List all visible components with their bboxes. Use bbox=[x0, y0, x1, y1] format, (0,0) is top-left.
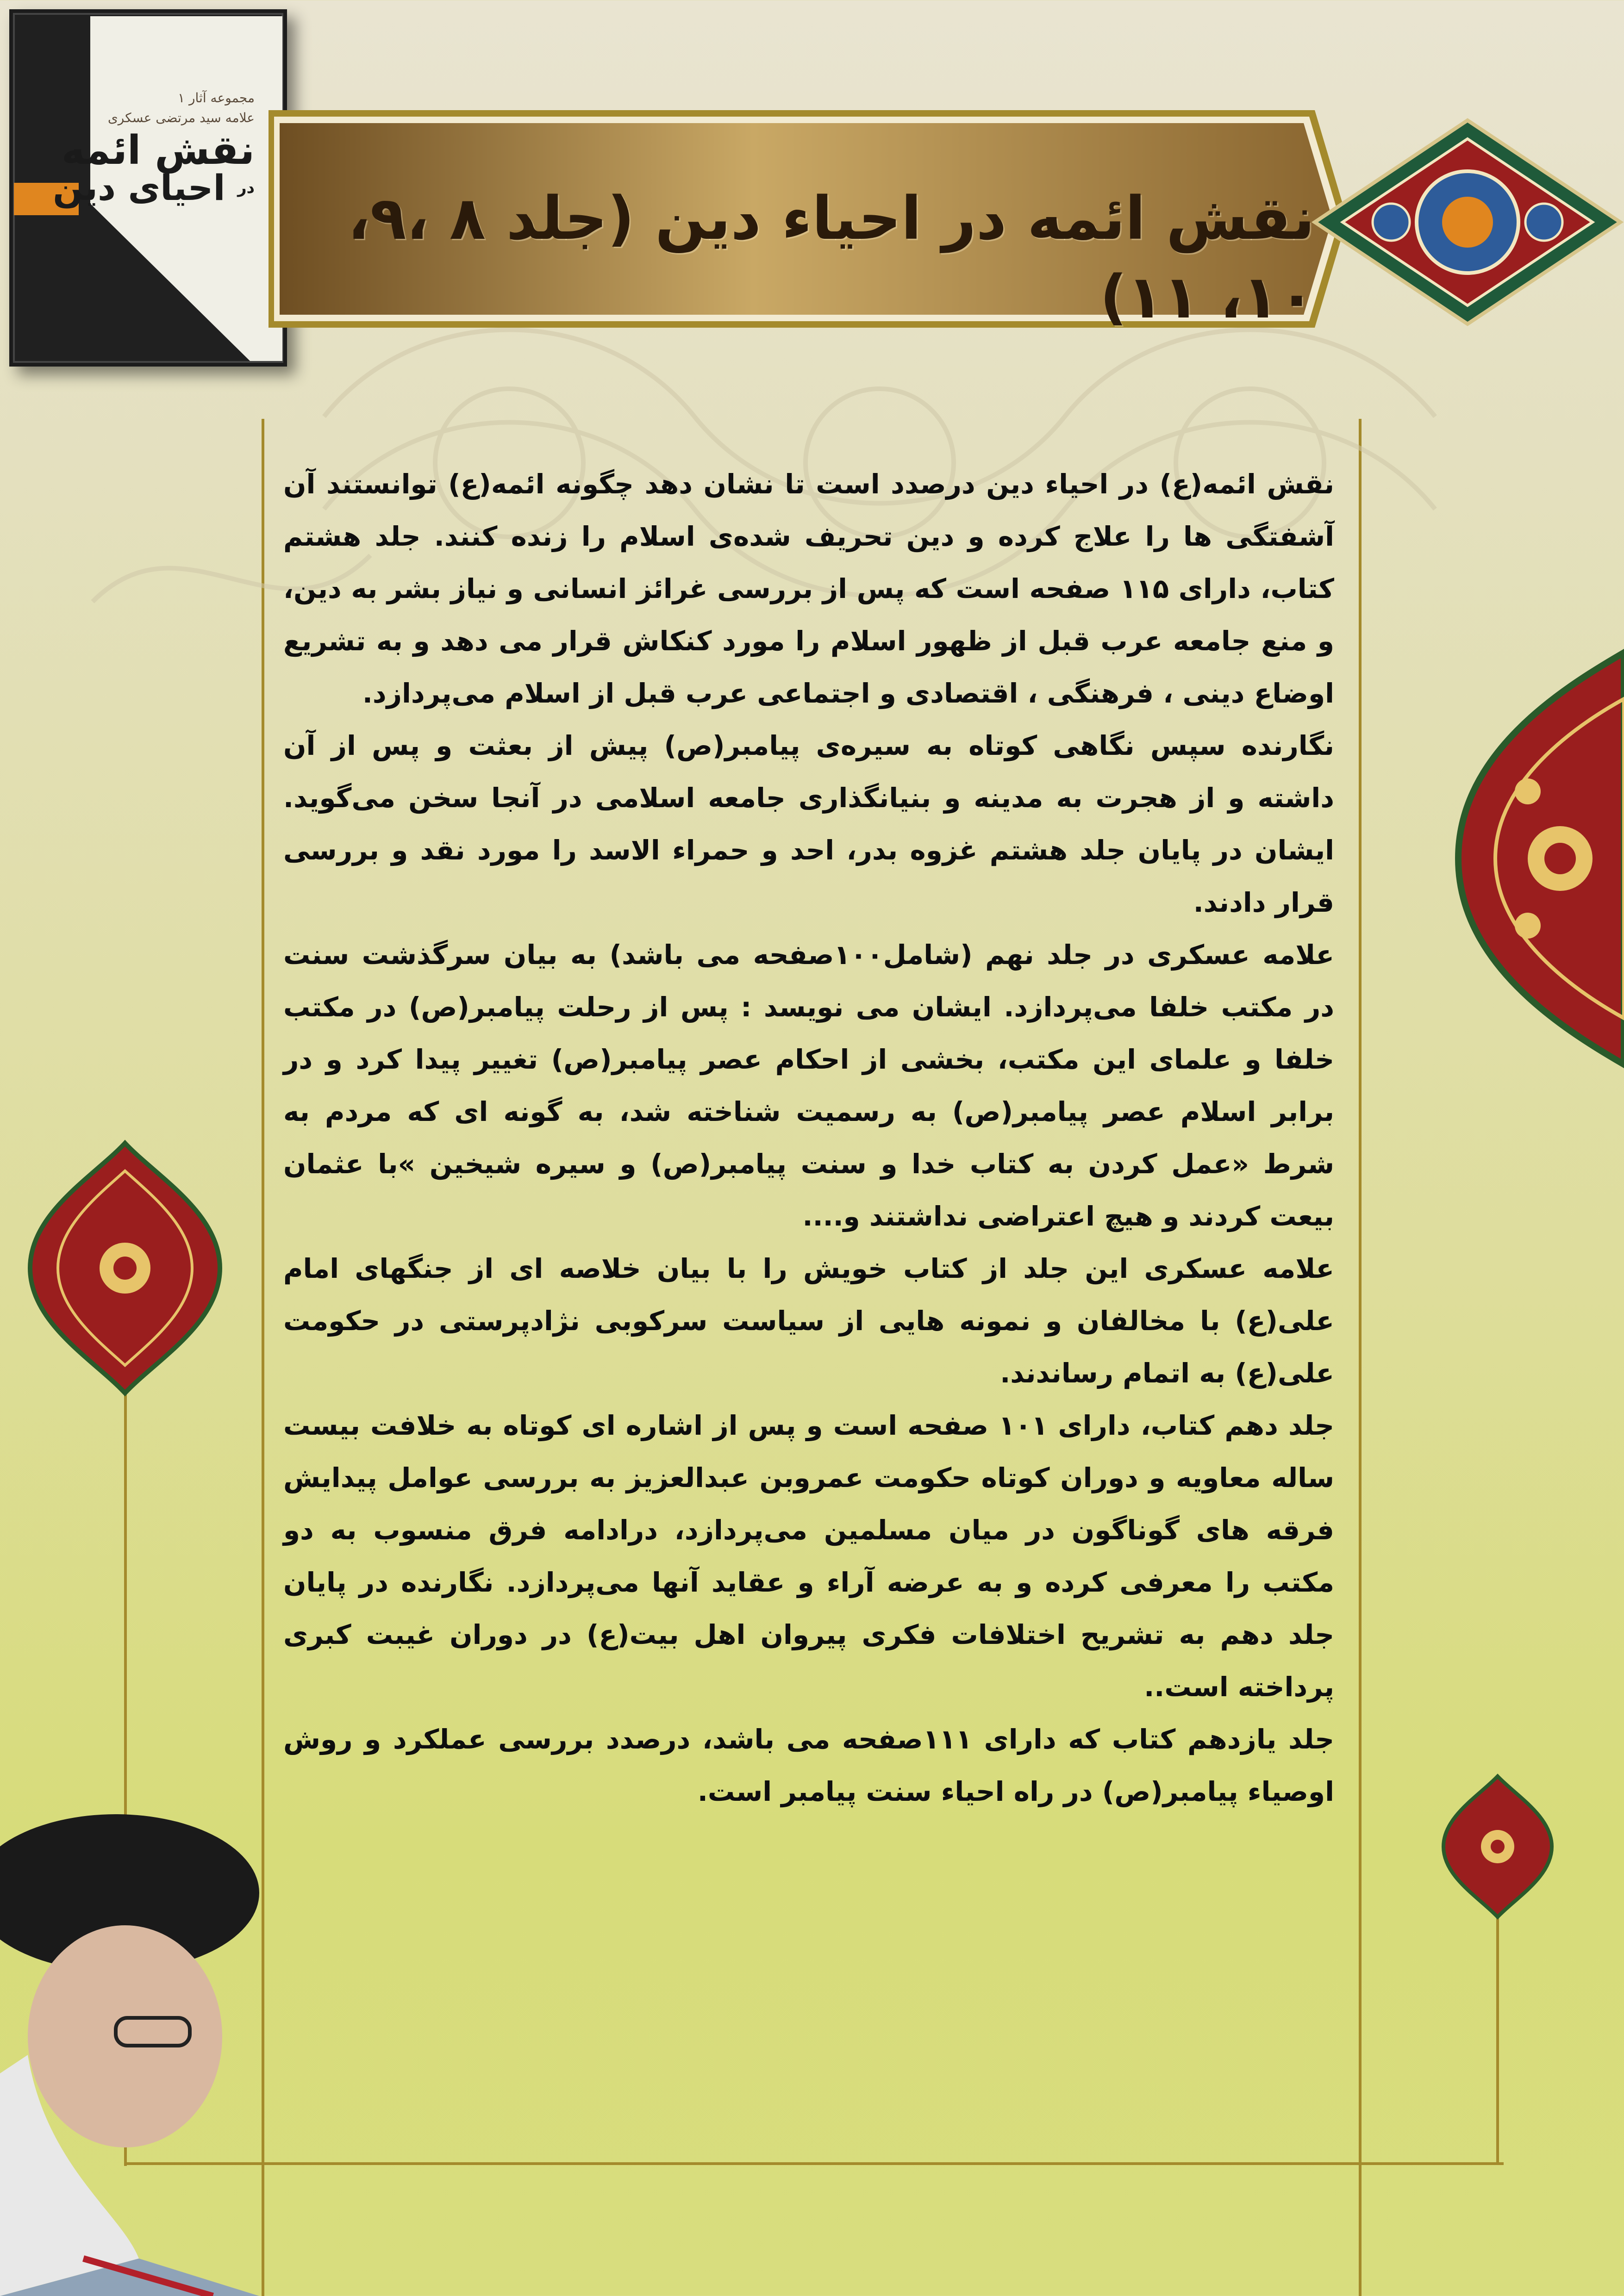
frame-line-right bbox=[1359, 419, 1362, 2296]
article-paragraph: جلد یازدهم کتاب که دارای ۱۱۱صفحه می باشد، درصدد بررسی عملکرد و روش اوصیاء پیامبر(ص) در راه احیاء سنت پیامبر است. bbox=[283, 1724, 1335, 1807]
article-paragraph: نقش ائمه(ع) در احیاء دین درصدد است تا نشان دهد چگونه ائمه(ع) توانستند آن آشفتگی ها را علاج کرده و دین تحریف شده‌ی اسلام را زنده کنند. جلد هشتم کتاب، دارای ۱۱۵ صفحه است که پس از بررسی غرائز انسانی و نیاز بشر به دین، و منع جامعه عرب قبل از ظهور اسلام را مورد کنکاش قرار می دهد و به تشریع اوضاع دینی ، فرهنگی ، اقتصادی و اجتماعی عرب قبل از اسلام می‌پردازد. bbox=[283, 468, 1334, 709]
cover-title-small: در bbox=[237, 179, 255, 197]
book-cover-image bbox=[9, 9, 287, 367]
arabesque-ornament-icon bbox=[1310, 116, 1624, 329]
article-paragraph: نگارنده سپس نگاهی کوتاه به سیره‌ی پیامبر(ص) پیش از بعثت و پس از آن داشته و از هجرت به مدینه و بنیانگذاری جامعه اسلامی در آنجا سخن می‌گوید. ایشان در پایان جلد هشتم غزوه بدر، احد و حمراء الاسد را مورد نقد و بررسی قرار دادند. bbox=[283, 730, 1334, 918]
article-body bbox=[283, 458, 1334, 1818]
title-banner bbox=[269, 110, 1347, 332]
article-paragraph: علامه عسکری این جلد از کتاب خویش را با بیان خلاصه ای از جنگهای امام علی(ع) با مخالفان و نمونه هایی از سیاست سرکوبی نژادپرستی در حکومت علی(ع) به اتمام رساندند. bbox=[283, 1253, 1334, 1389]
frame-base-line bbox=[124, 2162, 1504, 2165]
medallion-ornament-icon bbox=[1440, 1773, 1555, 1921]
ornament-stem-right bbox=[1496, 1898, 1499, 2165]
cover-title-line2 bbox=[53, 166, 255, 210]
cover-title-line1: نقش ائمه bbox=[61, 127, 255, 174]
cover-title-main: احیای دین bbox=[53, 167, 225, 208]
medallion-ornament-icon bbox=[1449, 616, 1624, 1101]
cover-author: علامه سید مرتضی عسکری bbox=[107, 110, 255, 125]
scholar-portrait-image bbox=[0, 1796, 259, 2296]
article-paragraph: علامه عسکری در جلد نهم (شامل۱۰۰صفحه می باشد) به بیان سرگذشت سنت در مکتب خلفا می‌پردازد. ایشان می نویسد : پس از رحلت پیامبر(ص) در مکتب خلفا و علمای این مکتب، بخشی از احکام عصر پیامبر(ص) تغییر پیدا کرد و در برابر اسلام عصر پیامبر(ص) به رسمیت شناخته شد، به گونه ای که مردم به شرط «عمل کردن به کتاب خدا و سنت پیامبر(ص) و سیره شیخین »با عثمان بیعت کردند و هیچ اعتراضی نداشتند و.... bbox=[283, 939, 1334, 1232]
frame-line-left bbox=[262, 419, 264, 2296]
medallion-ornament-icon bbox=[25, 1139, 225, 1398]
page-title: نقش ائمه در احیاء دین (جلد ۸ ،۹، ۱۰، ۱۱) bbox=[347, 184, 1315, 332]
cover-series-label: مجموعه آثار ۱ bbox=[178, 90, 255, 106]
article-paragraph: جلد دهم کتاب، دارای ۱۰۱ صفحه است و پس از اشاره ای کوتاه به خلافت بیست ساله معاویه و دوران کوتاه حکومت عمروبن عبدالعزیز به بررسی عوامل پیدایش فرقه های گوناگون در میان مسلمین می‌پردازد، درادامه فرق منسوب به دو مکتب را معرفی کرده و به عرضه آراء و عقاید آنها می‌پردازد. نگارنده در پایان جلد دهم به تشریح اختلافات فکری پیروان اهل بیت(ع) در دوران غیبت کبری پرداخته است.. bbox=[283, 1410, 1334, 1703]
